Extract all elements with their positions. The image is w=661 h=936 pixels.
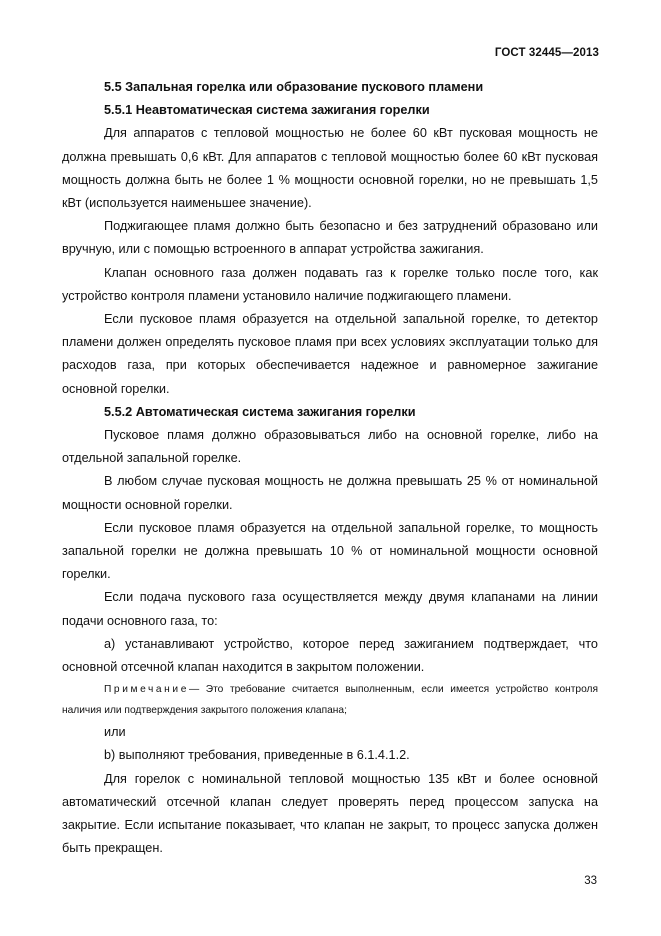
paragraph: Если подача пускового газа осуществляется между двумя клапанами на линии подачи основного газа, то: <box>62 590 598 628</box>
paragraph: Для аппаратов с тепловой мощностью не более 60 кВт пусковая мощность не должна превышать 0,6 кВт. Для аппаратов с тепловой мощностью более 60 кВт пусковая мощность должна быть не более 1 % мощности основной горелки, но не превышать 1,5 кВт (используется наименьшее значение). <box>62 126 598 211</box>
section-title: 5.5 Запальная горелка или образование пускового пламени <box>104 80 484 94</box>
note-label: Примечание <box>104 684 189 696</box>
list-item-a: а) устанавливают устройство, которое перед зажиганием подтверждает, что основной отсечной клапан находится в закрытом положении. <box>62 636 598 675</box>
paragraph: В любом случае пусковая мощность не должна превышать 25 % от номинальной мощности основной горелки. <box>62 474 598 512</box>
or-connector: или <box>104 725 126 740</box>
paragraph: Если пусковое пламя образуется на отдельной запальной горелке, то детектор пламени должен определять пусковое пламя при всех условиях эксплуатации только для расходов газа, при которых обеспечивается надежное и равномерное зажигание основной горелки. <box>62 312 598 396</box>
paragraph: Поджигающее пламя должно быть безопасно и без затруднений образовано или вручную, или с помощью встроенного в аппарат устройства зажигания. <box>62 219 598 257</box>
page-number: 33 <box>584 875 597 887</box>
paragraph: Если пусковое пламя образуется на отдельной запальной горелке, то мощность запальной горелки не должна превышать 10 % от номинальной мощности основной горелки. <box>62 520 598 582</box>
document-code: ГОСТ 32445—2013 <box>494 47 599 59</box>
note-text: — Это требование считается выполненным, если имеется устройство контроля наличия или подтверждения закрытого положения клапана; <box>62 684 598 717</box>
subsection-title-automatic-ignition: 5.5.2 Автоматическая система зажигания горелки <box>104 404 416 419</box>
note <box>62 679 598 721</box>
list-item-b: b) выполняют требования, приведенные в 6.1.4.1.2. <box>104 748 410 763</box>
paragraph: Для горелок с номинальной тепловой мощностью 135 кВт и более основной автоматический отсечной клапан следует проверять перед процессом запуска на закрытие. Если испытание показывает, что клапан не закрыт, то процесс запуска должен быть прекращен. <box>62 771 598 856</box>
paragraph: Пусковое пламя должно образовываться либо на основной горелке, либо на отдельной запальной горелке. <box>62 428 598 466</box>
paragraph: Клапан основного газа должен подавать газ к горелке только после того, как устройство контроля пламени установило наличие поджигающего пламени. <box>62 265 598 303</box>
document-body <box>62 76 598 861</box>
subsection-title-manual-ignition: 5.5.1 Неавтоматическая система зажигания горелки <box>104 103 430 118</box>
